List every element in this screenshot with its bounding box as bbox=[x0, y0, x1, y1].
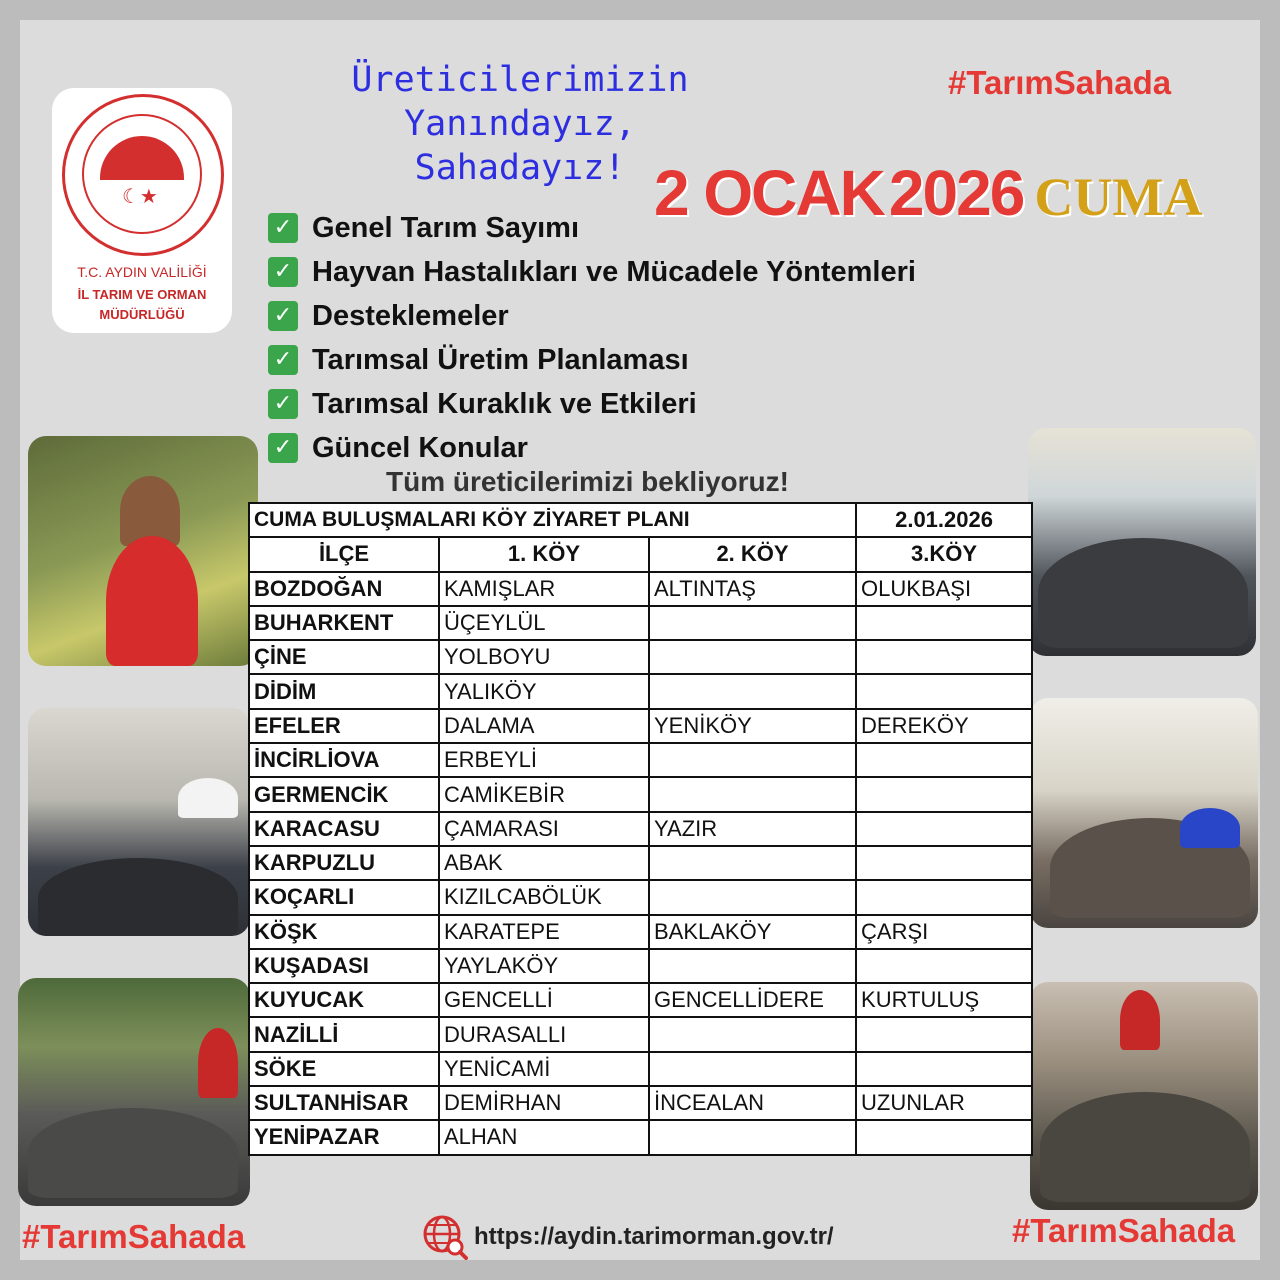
village-cell: ALHAN bbox=[439, 1120, 649, 1154]
district-cell: İNCİRLİOVA bbox=[249, 743, 439, 777]
village-cell bbox=[856, 880, 1032, 914]
village-cell bbox=[856, 606, 1032, 640]
table-row bbox=[249, 1017, 1032, 1051]
logo-line-1: T.C. AYDIN VALİLİĞİ bbox=[77, 264, 207, 280]
topic-label: Tarımsal Kuraklık ve Etkileri bbox=[312, 387, 697, 420]
village-cell: DURASALLI bbox=[439, 1017, 649, 1051]
hashtag-top: #TarımSahada bbox=[948, 64, 1172, 101]
table-row bbox=[249, 983, 1032, 1017]
slogan-line-2: Yanındayız, bbox=[404, 104, 636, 144]
village-cell bbox=[649, 1052, 856, 1086]
village-cell bbox=[856, 1017, 1032, 1051]
photo-outdoor-meeting bbox=[1030, 982, 1258, 1210]
village-cell: GENCELLİ bbox=[439, 983, 649, 1017]
ministry-logo bbox=[52, 88, 232, 333]
check-icon: ✓ bbox=[268, 213, 298, 243]
village-cell: CAMİKEBİR bbox=[439, 777, 649, 811]
village-cell: ERBEYLİ bbox=[439, 743, 649, 777]
village-cell: YAYLAKÖY bbox=[439, 949, 649, 983]
table-row bbox=[249, 777, 1032, 811]
photo-coffeehouse-gathering bbox=[1028, 428, 1256, 656]
table-title-row bbox=[249, 503, 1032, 537]
village-cell bbox=[649, 743, 856, 777]
topic-item bbox=[268, 294, 916, 338]
check-icon: ✓ bbox=[268, 433, 298, 463]
district-cell: GERMENCİK bbox=[249, 777, 439, 811]
district-cell: NAZİLLİ bbox=[249, 1017, 439, 1051]
table-row bbox=[249, 1120, 1032, 1154]
website-link[interactable] bbox=[422, 1214, 834, 1260]
topic-label: Tarımsal Üretim Planlaması bbox=[312, 343, 689, 376]
topic-label: Hayvan Hastalıkları ve Mücadele Yöntemleri bbox=[312, 255, 916, 288]
village-cell bbox=[649, 606, 856, 640]
village-cell: YENİCAMİ bbox=[439, 1052, 649, 1086]
check-icon: ✓ bbox=[268, 345, 298, 375]
village-cell: DALAMA bbox=[439, 709, 649, 743]
globe-search-icon bbox=[422, 1214, 468, 1260]
table-row bbox=[249, 949, 1032, 983]
village-cell bbox=[856, 777, 1032, 811]
village-cell: YOLBOYU bbox=[439, 640, 649, 674]
column-header: İLÇE bbox=[249, 537, 439, 571]
village-cell: ÇAMARASI bbox=[439, 812, 649, 846]
village-cell: ALTINTAŞ bbox=[649, 572, 856, 606]
district-cell: DİDİM bbox=[249, 674, 439, 708]
district-cell: ÇİNE bbox=[249, 640, 439, 674]
column-header: 3.KÖY bbox=[856, 537, 1032, 571]
village-cell: ABAK bbox=[439, 846, 649, 880]
date-weekday: CUMA bbox=[1034, 167, 1203, 227]
village-cell bbox=[856, 1052, 1032, 1086]
village-cell: DEREKÖY bbox=[856, 709, 1032, 743]
village-cell: YALIKÖY bbox=[439, 674, 649, 708]
check-icon: ✓ bbox=[268, 301, 298, 331]
village-cell: BAKLAKÖY bbox=[649, 915, 856, 949]
district-cell: BUHARKENT bbox=[249, 606, 439, 640]
table-row bbox=[249, 640, 1032, 674]
district-cell: KOÇARLI bbox=[249, 880, 439, 914]
village-cell bbox=[856, 743, 1032, 777]
table-row bbox=[249, 880, 1032, 914]
village-cell: ÜÇEYLÜL bbox=[439, 606, 649, 640]
topic-item bbox=[268, 206, 916, 250]
slogan-line-1: Üreticilerimizin bbox=[351, 60, 689, 100]
village-cell bbox=[649, 674, 856, 708]
photo-director-field bbox=[28, 436, 258, 666]
village-cell: KAMIŞLAR bbox=[439, 572, 649, 606]
column-header: 1. KÖY bbox=[439, 537, 649, 571]
table-row bbox=[249, 709, 1032, 743]
hashtag-bottom-right: #TarımSahada bbox=[1012, 1212, 1236, 1249]
hashtag-bottom-left: #TarımSahada bbox=[22, 1218, 246, 1255]
village-cell: OLUKBAŞI bbox=[856, 572, 1032, 606]
check-icon: ✓ bbox=[268, 389, 298, 419]
village-cell: ÇARŞI bbox=[856, 915, 1032, 949]
table-row bbox=[249, 572, 1032, 606]
table-row bbox=[249, 606, 1032, 640]
village-cell bbox=[649, 949, 856, 983]
table-date: 2.01.2026 bbox=[856, 503, 1032, 537]
village-cell: YAZIR bbox=[649, 812, 856, 846]
village-cell bbox=[649, 880, 856, 914]
district-cell: KARACASU bbox=[249, 812, 439, 846]
village-cell: UZUNLAR bbox=[856, 1086, 1032, 1120]
website-url[interactable]: https://aydin.tarimorman.gov.tr/ bbox=[474, 1223, 834, 1250]
village-cell bbox=[856, 674, 1032, 708]
village-cell bbox=[649, 777, 856, 811]
slogan-line-3: Sahadayız! bbox=[414, 148, 626, 188]
village-cell: İNCEALAN bbox=[649, 1086, 856, 1120]
village-cell bbox=[856, 1120, 1032, 1154]
topic-item bbox=[268, 250, 916, 294]
table-row bbox=[249, 743, 1032, 777]
crescent-star-icon: ☾★ bbox=[122, 184, 158, 208]
photo-meeting-hall bbox=[28, 708, 250, 936]
district-cell: SULTANHİSAR bbox=[249, 1086, 439, 1120]
logo-line-3: MÜDÜRLÜĞÜ bbox=[99, 307, 185, 322]
date-year: 2026 bbox=[888, 157, 1024, 229]
village-cell: KIZILCABÖLÜK bbox=[439, 880, 649, 914]
table-row bbox=[249, 1086, 1032, 1120]
district-cell: KUYUCAK bbox=[249, 983, 439, 1017]
check-icon: ✓ bbox=[268, 257, 298, 287]
village-cell: KARATEPE bbox=[439, 915, 649, 949]
village-cell bbox=[649, 1120, 856, 1154]
village-visit-table bbox=[248, 502, 1033, 1156]
village-cell bbox=[649, 640, 856, 674]
village-cell bbox=[649, 1017, 856, 1051]
village-cell: YENİKÖY bbox=[649, 709, 856, 743]
village-cell bbox=[649, 846, 856, 880]
column-header: 2. KÖY bbox=[649, 537, 856, 571]
topic-item bbox=[268, 426, 916, 470]
village-cell bbox=[856, 812, 1032, 846]
table-row bbox=[249, 1052, 1032, 1086]
table-row bbox=[249, 812, 1032, 846]
photo-village-meeting bbox=[1030, 698, 1258, 928]
district-cell: KUŞADASI bbox=[249, 949, 439, 983]
district-cell: EFELER bbox=[249, 709, 439, 743]
topic-list bbox=[268, 206, 916, 470]
topic-label: Desteklemeler bbox=[312, 299, 509, 332]
district-cell: SÖKE bbox=[249, 1052, 439, 1086]
village-cell: KURTULUŞ bbox=[856, 983, 1032, 1017]
table-body bbox=[249, 572, 1032, 1155]
village-cell: GENCELLİDERE bbox=[649, 983, 856, 1017]
village-cell: DEMİRHAN bbox=[439, 1086, 649, 1120]
logo-line-2: İL TARIM VE ORMAN bbox=[77, 287, 207, 302]
district-cell: BOZDOĞAN bbox=[249, 572, 439, 606]
table-header-row bbox=[249, 537, 1032, 571]
district-cell: KÖŞK bbox=[249, 915, 439, 949]
invite-text: Tüm üreticilerimizi bekliyoruz! bbox=[386, 466, 789, 497]
topic-item bbox=[268, 338, 916, 382]
topic-item bbox=[268, 382, 916, 426]
district-cell: KARPUZLU bbox=[249, 846, 439, 880]
table-row bbox=[249, 674, 1032, 708]
district-cell: YENİPAZAR bbox=[249, 1120, 439, 1154]
topic-label: Genel Tarım Sayımı bbox=[312, 211, 580, 244]
table-row bbox=[249, 846, 1032, 880]
topic-label: Güncel Konular bbox=[312, 431, 528, 464]
photo-village-cafe bbox=[18, 978, 250, 1206]
village-cell bbox=[856, 846, 1032, 880]
village-cell bbox=[856, 640, 1032, 674]
date-day: 2 OCAK bbox=[654, 157, 884, 229]
table-title: CUMA BULUŞMALARI KÖY ZİYARET PLANI bbox=[249, 503, 856, 537]
table-row bbox=[249, 915, 1032, 949]
village-cell bbox=[856, 949, 1032, 983]
